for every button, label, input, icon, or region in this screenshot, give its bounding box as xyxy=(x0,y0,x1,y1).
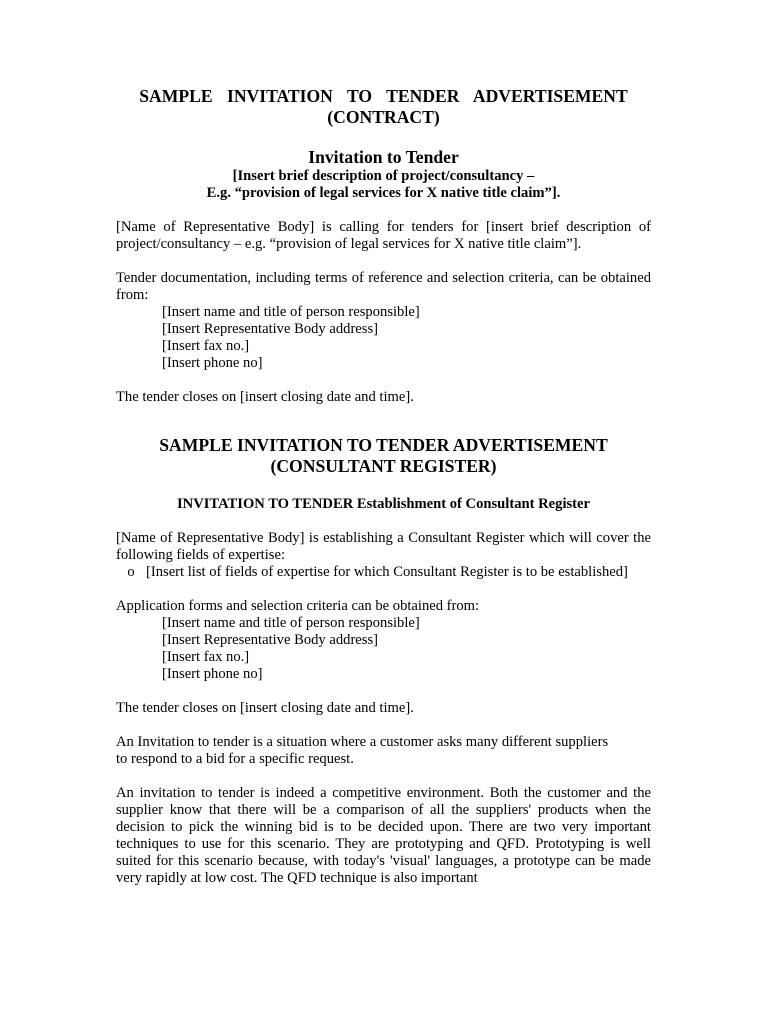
register-contact-list xyxy=(116,615,651,683)
contract-heading-sub2: E.g. “provision of legal services for X native title claim”]. xyxy=(206,185,561,201)
contract-closing: The tender closes on [insert closing date and time]. xyxy=(116,389,414,405)
bullet-marker: o xyxy=(127,564,135,580)
register-paragraph-1: [Name of Representative Body] is establishing a Consultant Register which will cover the following fields of expertise: xyxy=(116,530,651,563)
register-bullet-item xyxy=(116,564,651,581)
contract-heading-sub1: [Insert brief description of project/consultancy – xyxy=(232,168,535,184)
register-title-line2: (CONSULTANT REGISTER) xyxy=(270,456,497,476)
contract-heading: Invitation to Tender xyxy=(308,147,459,167)
register-contact-name: [Insert name and title of person responsible] xyxy=(162,615,420,631)
contract-contact-address: [Insert Representative Body address] xyxy=(162,321,378,337)
contract-contact-name: [Insert name and title of person responsible] xyxy=(162,304,420,320)
register-heading-rest: Establishment of Consultant Register xyxy=(353,496,590,512)
contract-title-line2: (CONTRACT) xyxy=(327,107,440,127)
register-contact-phone: [Insert phone no] xyxy=(162,666,263,682)
register-heading xyxy=(116,496,651,513)
register-contact-fax: [Insert fax no.] xyxy=(162,649,250,665)
contract-contact-list xyxy=(116,304,651,372)
contract-paragraph-2: Tender documentation, including terms of reference and selection criteria, can be obtained from: xyxy=(116,270,651,303)
register-closing: The tender closes on [insert closing date and time]. xyxy=(116,700,414,716)
register-heading-caps: INVITATION TO TENDER xyxy=(176,496,354,512)
contract-paragraph-1: [Name of Representative Body] is calling for tenders for [insert brief description of project/consultancy – e.g. “provision of legal services for X native title claim”]. xyxy=(116,219,651,252)
contract-contact-fax: [Insert fax no.] xyxy=(162,338,250,354)
contract-title-line1: SAMPLE INVITATION TO TENDER ADVERTISEMENT xyxy=(139,86,628,106)
register-title-line1: SAMPLE INVITATION TO TENDER ADVERTISEMENT xyxy=(159,435,608,455)
explanation-paragraph-1-line1: An Invitation to tender is a situation where a customer asks many different suppliers xyxy=(116,734,609,750)
explanation-paragraph-2: An invitation to tender is indeed a competitive environment. Both the customer and the supplier know that there will be a comparison of all the suppliers' products when the decision to pick the winning bid is to be decided upon. There are two very important techniques to use for this scenario. They are prototyping and QFD. Prototyping is well suited for this scenario because, with today's 'visual' languages, a prototype can be made very rapidly at low cost. The QFD technique is also important xyxy=(116,785,651,886)
contract-contact-phone: [Insert phone no] xyxy=(162,355,263,371)
explanation-paragraph-1-line2: to respond to a bid for a specific request. xyxy=(116,751,354,767)
bullet-text: [Insert list of fields of expertise for which Consultant Register is to be established] xyxy=(146,564,628,580)
document-body xyxy=(116,86,651,887)
register-contact-address: [Insert Representative Body address] xyxy=(162,632,378,648)
register-paragraph-2: Application forms and selection criteria can be obtained from: xyxy=(116,598,480,614)
